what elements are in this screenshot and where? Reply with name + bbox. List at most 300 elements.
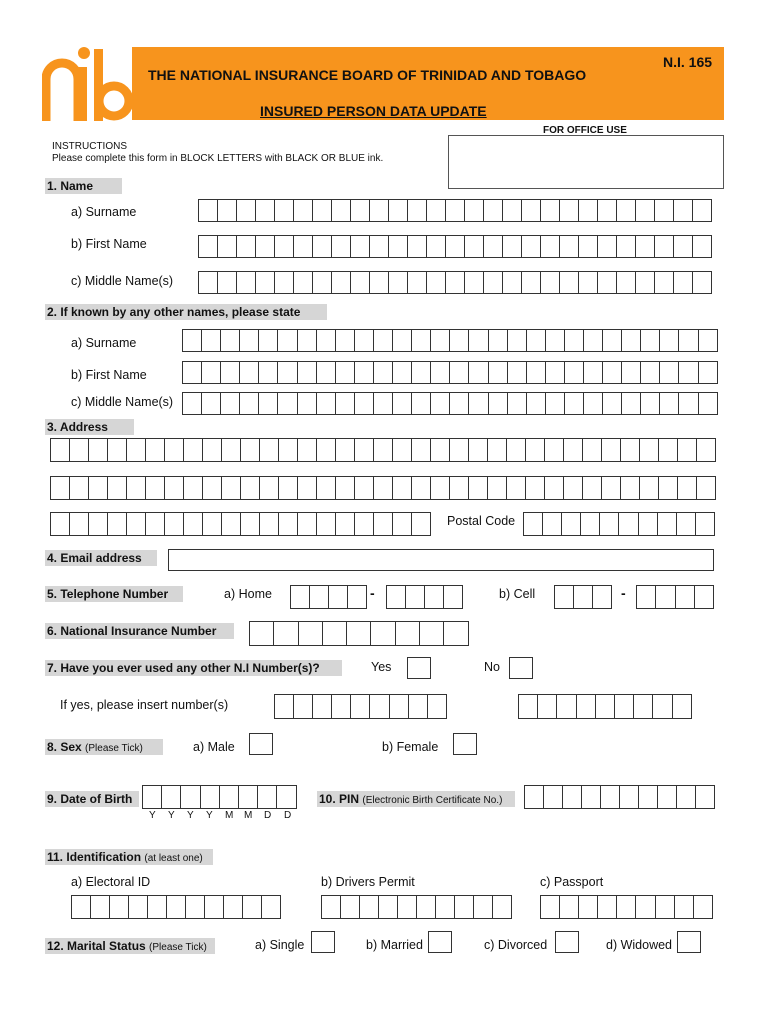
char-box[interactable]	[298, 362, 317, 383]
char-box[interactable]	[660, 362, 679, 383]
char-box[interactable]	[241, 439, 260, 461]
char-box[interactable]	[51, 477, 70, 499]
char-box[interactable]	[541, 896, 560, 918]
address-line-1[interactable]	[50, 438, 716, 462]
char-box[interactable]	[455, 896, 474, 918]
char-box[interactable]	[313, 236, 332, 257]
char-box[interactable]	[393, 477, 412, 499]
char-box[interactable]	[165, 477, 184, 499]
char-box[interactable]	[183, 393, 202, 414]
char-box[interactable]	[617, 200, 636, 221]
char-box[interactable]	[694, 896, 713, 918]
char-box[interactable]	[636, 236, 655, 257]
char-box[interactable]	[579, 200, 598, 221]
char-box[interactable]	[446, 272, 465, 293]
char-box[interactable]	[674, 200, 693, 221]
char-box[interactable]	[351, 272, 370, 293]
char-box[interactable]	[697, 477, 716, 499]
married-checkbox[interactable]	[428, 931, 452, 953]
char-box[interactable]	[332, 695, 351, 718]
char-box[interactable]	[557, 695, 576, 718]
char-box[interactable]	[298, 330, 317, 351]
char-box[interactable]	[184, 513, 203, 535]
char-box[interactable]	[598, 896, 617, 918]
char-box[interactable]	[393, 362, 412, 383]
char-box[interactable]	[374, 477, 393, 499]
char-box[interactable]	[658, 786, 677, 808]
char-box[interactable]	[622, 362, 641, 383]
char-box[interactable]	[508, 393, 527, 414]
char-box[interactable]	[526, 477, 545, 499]
char-box[interactable]	[593, 586, 612, 608]
char-box[interactable]	[259, 330, 278, 351]
char-box[interactable]	[621, 477, 640, 499]
char-box[interactable]	[294, 236, 313, 257]
char-box[interactable]	[409, 695, 428, 718]
char-box[interactable]	[560, 272, 579, 293]
char-box[interactable]	[639, 513, 658, 535]
char-box[interactable]	[259, 393, 278, 414]
char-box[interactable]	[237, 236, 256, 257]
char-box[interactable]	[379, 896, 398, 918]
char-box[interactable]	[525, 786, 544, 808]
char-box[interactable]	[564, 439, 583, 461]
char-box[interactable]	[355, 393, 374, 414]
char-box[interactable]	[541, 272, 560, 293]
char-box[interactable]	[237, 200, 256, 221]
widowed-checkbox[interactable]	[677, 931, 701, 953]
char-box[interactable]	[313, 200, 332, 221]
char-box[interactable]	[431, 330, 450, 351]
char-box[interactable]	[541, 200, 560, 221]
char-box[interactable]	[541, 236, 560, 257]
char-box[interactable]	[317, 393, 336, 414]
char-box[interactable]	[184, 439, 203, 461]
char-box[interactable]	[538, 695, 557, 718]
char-box[interactable]	[577, 695, 596, 718]
char-box[interactable]	[393, 513, 412, 535]
char-box[interactable]	[465, 200, 484, 221]
first-name-field[interactable]	[198, 235, 712, 258]
char-box[interactable]	[565, 393, 584, 414]
char-box[interactable]	[323, 622, 347, 645]
char-box[interactable]	[51, 439, 70, 461]
char-box[interactable]	[243, 896, 262, 918]
char-box[interactable]	[260, 477, 279, 499]
char-box[interactable]	[656, 896, 675, 918]
char-box[interactable]	[222, 439, 241, 461]
char-box[interactable]	[218, 200, 237, 221]
char-box[interactable]	[222, 513, 241, 535]
char-box[interactable]	[374, 439, 393, 461]
char-box[interactable]	[544, 786, 563, 808]
char-box[interactable]	[484, 272, 503, 293]
other-ni-number-1[interactable]	[274, 694, 447, 719]
char-box[interactable]	[560, 200, 579, 221]
char-box[interactable]	[165, 439, 184, 461]
char-box[interactable]	[545, 439, 564, 461]
home-phone-number[interactable]	[386, 585, 463, 609]
char-box[interactable]	[389, 200, 408, 221]
char-box[interactable]	[332, 236, 351, 257]
char-box[interactable]	[199, 236, 218, 257]
char-box[interactable]	[201, 786, 220, 808]
other-surname-field[interactable]	[182, 329, 718, 352]
char-box[interactable]	[167, 896, 186, 918]
char-box[interactable]	[484, 236, 503, 257]
char-box[interactable]	[199, 272, 218, 293]
char-box[interactable]	[336, 330, 355, 351]
char-box[interactable]	[543, 513, 562, 535]
char-box[interactable]	[579, 896, 598, 918]
date-of-birth-field[interactable]	[142, 785, 297, 809]
char-box[interactable]	[183, 330, 202, 351]
char-box[interactable]	[336, 513, 355, 535]
char-box[interactable]	[522, 200, 541, 221]
char-box[interactable]	[696, 786, 715, 808]
char-box[interactable]	[221, 330, 240, 351]
char-box[interactable]	[527, 393, 546, 414]
char-box[interactable]	[659, 439, 678, 461]
char-box[interactable]	[202, 393, 221, 414]
char-box[interactable]	[355, 477, 374, 499]
char-box[interactable]	[89, 439, 108, 461]
char-box[interactable]	[565, 330, 584, 351]
char-box[interactable]	[620, 786, 639, 808]
char-box[interactable]	[660, 393, 679, 414]
char-box[interactable]	[278, 362, 297, 383]
char-box[interactable]	[563, 786, 582, 808]
electoral-id-field[interactable]	[71, 895, 281, 919]
passport-field[interactable]	[540, 895, 713, 919]
char-box[interactable]	[370, 695, 389, 718]
char-box[interactable]	[699, 393, 718, 414]
char-box[interactable]	[260, 439, 279, 461]
char-box[interactable]	[489, 393, 508, 414]
char-box[interactable]	[431, 477, 450, 499]
char-box[interactable]	[546, 393, 565, 414]
char-box[interactable]	[275, 236, 294, 257]
char-box[interactable]	[203, 439, 222, 461]
char-box[interactable]	[408, 200, 427, 221]
char-box[interactable]	[603, 362, 622, 383]
char-box[interactable]	[641, 393, 660, 414]
char-box[interactable]	[617, 236, 636, 257]
char-box[interactable]	[615, 695, 634, 718]
cell-phone-prefix[interactable]	[554, 585, 612, 609]
char-box[interactable]	[640, 439, 659, 461]
char-box[interactable]	[579, 236, 598, 257]
char-box[interactable]	[370, 200, 389, 221]
char-box[interactable]	[298, 513, 317, 535]
char-box[interactable]	[693, 236, 712, 257]
home-phone-prefix[interactable]	[290, 585, 367, 609]
char-box[interactable]	[560, 236, 579, 257]
char-box[interactable]	[277, 786, 296, 808]
char-box[interactable]	[555, 586, 574, 608]
cell-phone-number[interactable]	[636, 585, 714, 609]
char-box[interactable]	[355, 439, 374, 461]
char-box[interactable]	[636, 272, 655, 293]
char-box[interactable]	[527, 330, 546, 351]
char-box[interactable]	[336, 477, 355, 499]
char-box[interactable]	[420, 622, 444, 645]
char-box[interactable]	[579, 272, 598, 293]
char-box[interactable]	[70, 477, 89, 499]
char-box[interactable]	[636, 896, 655, 918]
char-box[interactable]	[91, 896, 110, 918]
char-box[interactable]	[398, 896, 417, 918]
char-box[interactable]	[389, 272, 408, 293]
char-box[interactable]	[621, 439, 640, 461]
char-box[interactable]	[653, 695, 672, 718]
char-box[interactable]	[622, 330, 641, 351]
char-box[interactable]	[603, 330, 622, 351]
char-box[interactable]	[693, 200, 712, 221]
char-box[interactable]	[360, 896, 379, 918]
char-box[interactable]	[508, 362, 527, 383]
other-first-name-field[interactable]	[182, 361, 718, 384]
char-box[interactable]	[678, 477, 697, 499]
char-box[interactable]	[256, 272, 275, 293]
char-box[interactable]	[562, 513, 581, 535]
char-box[interactable]	[508, 330, 527, 351]
char-box[interactable]	[444, 622, 468, 645]
char-box[interactable]	[583, 477, 602, 499]
char-box[interactable]	[258, 786, 277, 808]
char-box[interactable]	[250, 622, 274, 645]
char-box[interactable]	[519, 695, 538, 718]
other-ni-no-checkbox[interactable]	[509, 657, 533, 679]
char-box[interactable]	[603, 393, 622, 414]
char-box[interactable]	[374, 362, 393, 383]
char-box[interactable]	[677, 513, 696, 535]
char-box[interactable]	[351, 695, 370, 718]
char-box[interactable]	[294, 695, 313, 718]
char-box[interactable]	[239, 786, 258, 808]
postal-code-field[interactable]	[523, 512, 715, 536]
char-box[interactable]	[596, 695, 615, 718]
char-box[interactable]	[488, 439, 507, 461]
char-box[interactable]	[641, 330, 660, 351]
char-box[interactable]	[546, 362, 565, 383]
char-box[interactable]	[465, 272, 484, 293]
char-box[interactable]	[699, 362, 718, 383]
char-box[interactable]	[70, 439, 89, 461]
char-box[interactable]	[484, 200, 503, 221]
char-box[interactable]	[371, 622, 395, 645]
char-box[interactable]	[565, 362, 584, 383]
char-box[interactable]	[503, 236, 522, 257]
char-box[interactable]	[574, 586, 593, 608]
char-box[interactable]	[622, 393, 641, 414]
char-box[interactable]	[329, 586, 348, 608]
char-box[interactable]	[446, 236, 465, 257]
char-box[interactable]	[332, 272, 351, 293]
char-box[interactable]	[469, 393, 488, 414]
char-box[interactable]	[256, 200, 275, 221]
char-box[interactable]	[617, 272, 636, 293]
char-box[interactable]	[256, 236, 275, 257]
char-box[interactable]	[598, 272, 617, 293]
char-box[interactable]	[89, 477, 108, 499]
char-box[interactable]	[393, 330, 412, 351]
char-box[interactable]	[221, 362, 240, 383]
char-box[interactable]	[240, 393, 259, 414]
char-box[interactable]	[584, 393, 603, 414]
char-box[interactable]	[522, 236, 541, 257]
char-box[interactable]	[351, 200, 370, 221]
char-box[interactable]	[317, 439, 336, 461]
char-box[interactable]	[336, 439, 355, 461]
char-box[interactable]	[278, 330, 297, 351]
char-box[interactable]	[546, 330, 565, 351]
surname-field[interactable]	[198, 199, 712, 222]
char-box[interactable]	[110, 896, 129, 918]
char-box[interactable]	[655, 236, 674, 257]
char-box[interactable]	[259, 362, 278, 383]
char-box[interactable]	[108, 439, 127, 461]
char-box[interactable]	[660, 330, 679, 351]
char-box[interactable]	[279, 477, 298, 499]
char-box[interactable]	[298, 393, 317, 414]
char-box[interactable]	[678, 439, 697, 461]
char-box[interactable]	[444, 586, 463, 608]
char-box[interactable]	[637, 586, 656, 608]
char-box[interactable]	[675, 896, 694, 918]
char-box[interactable]	[564, 477, 583, 499]
male-checkbox[interactable]	[249, 733, 273, 755]
char-box[interactable]	[677, 786, 696, 808]
char-box[interactable]	[70, 513, 89, 535]
char-box[interactable]	[469, 439, 488, 461]
char-box[interactable]	[427, 272, 446, 293]
char-box[interactable]	[560, 896, 579, 918]
char-box[interactable]	[450, 393, 469, 414]
female-checkbox[interactable]	[453, 733, 477, 755]
char-box[interactable]	[203, 477, 222, 499]
char-box[interactable]	[412, 513, 431, 535]
char-box[interactable]	[165, 513, 184, 535]
char-box[interactable]	[659, 477, 678, 499]
address-line-3[interactable]	[50, 512, 431, 536]
char-box[interactable]	[298, 439, 317, 461]
char-box[interactable]	[387, 586, 406, 608]
char-box[interactable]	[310, 586, 329, 608]
char-box[interactable]	[203, 513, 222, 535]
char-box[interactable]	[241, 477, 260, 499]
char-box[interactable]	[275, 200, 294, 221]
char-box[interactable]	[374, 393, 393, 414]
char-box[interactable]	[524, 513, 543, 535]
char-box[interactable]	[503, 200, 522, 221]
char-box[interactable]	[674, 236, 693, 257]
char-box[interactable]	[222, 477, 241, 499]
char-box[interactable]	[279, 439, 298, 461]
char-box[interactable]	[240, 330, 259, 351]
char-box[interactable]	[636, 200, 655, 221]
ni-number-field[interactable]	[249, 621, 469, 646]
char-box[interactable]	[336, 362, 355, 383]
char-box[interactable]	[446, 200, 465, 221]
address-line-2[interactable]	[50, 476, 716, 500]
char-box[interactable]	[220, 786, 239, 808]
char-box[interactable]	[205, 896, 224, 918]
char-box[interactable]	[218, 272, 237, 293]
middle-name-field[interactable]	[198, 271, 712, 294]
char-box[interactable]	[412, 330, 431, 351]
char-box[interactable]	[184, 477, 203, 499]
char-box[interactable]	[640, 477, 659, 499]
char-box[interactable]	[393, 393, 412, 414]
char-box[interactable]	[465, 236, 484, 257]
char-box[interactable]	[341, 896, 360, 918]
other-ni-yes-checkbox[interactable]	[407, 657, 431, 679]
other-middle-name-field[interactable]	[182, 392, 718, 415]
char-box[interactable]	[275, 695, 294, 718]
char-box[interactable]	[408, 272, 427, 293]
char-box[interactable]	[355, 330, 374, 351]
char-box[interactable]	[72, 896, 91, 918]
char-box[interactable]	[431, 439, 450, 461]
char-box[interactable]	[322, 896, 341, 918]
divorced-checkbox[interactable]	[555, 931, 579, 953]
char-box[interactable]	[693, 272, 712, 293]
char-box[interactable]	[355, 513, 374, 535]
char-box[interactable]	[406, 586, 425, 608]
char-box[interactable]	[108, 477, 127, 499]
char-box[interactable]	[431, 393, 450, 414]
char-box[interactable]	[655, 272, 674, 293]
char-box[interactable]	[224, 896, 243, 918]
char-box[interactable]	[598, 236, 617, 257]
char-box[interactable]	[317, 513, 336, 535]
char-box[interactable]	[522, 272, 541, 293]
char-box[interactable]	[374, 330, 393, 351]
char-box[interactable]	[370, 236, 389, 257]
char-box[interactable]	[262, 896, 281, 918]
char-box[interactable]	[526, 439, 545, 461]
char-box[interactable]	[474, 896, 493, 918]
char-box[interactable]	[598, 200, 617, 221]
char-box[interactable]	[127, 439, 146, 461]
char-box[interactable]	[679, 393, 698, 414]
char-box[interactable]	[545, 477, 564, 499]
char-box[interactable]	[332, 200, 351, 221]
email-field[interactable]	[168, 549, 714, 571]
char-box[interactable]	[584, 330, 603, 351]
char-box[interactable]	[393, 439, 412, 461]
char-box[interactable]	[390, 695, 409, 718]
other-ni-number-2[interactable]	[518, 694, 692, 719]
char-box[interactable]	[389, 236, 408, 257]
char-box[interactable]	[278, 393, 297, 414]
char-box[interactable]	[370, 272, 389, 293]
char-box[interactable]	[146, 439, 165, 461]
char-box[interactable]	[450, 439, 469, 461]
char-box[interactable]	[218, 236, 237, 257]
char-box[interactable]	[313, 272, 332, 293]
drivers-permit-field[interactable]	[321, 895, 512, 919]
char-box[interactable]	[146, 513, 165, 535]
char-box[interactable]	[431, 362, 450, 383]
char-box[interactable]	[697, 439, 716, 461]
char-box[interactable]	[428, 695, 447, 718]
char-box[interactable]	[450, 330, 469, 351]
char-box[interactable]	[408, 236, 427, 257]
char-box[interactable]	[127, 477, 146, 499]
char-box[interactable]	[436, 896, 455, 918]
